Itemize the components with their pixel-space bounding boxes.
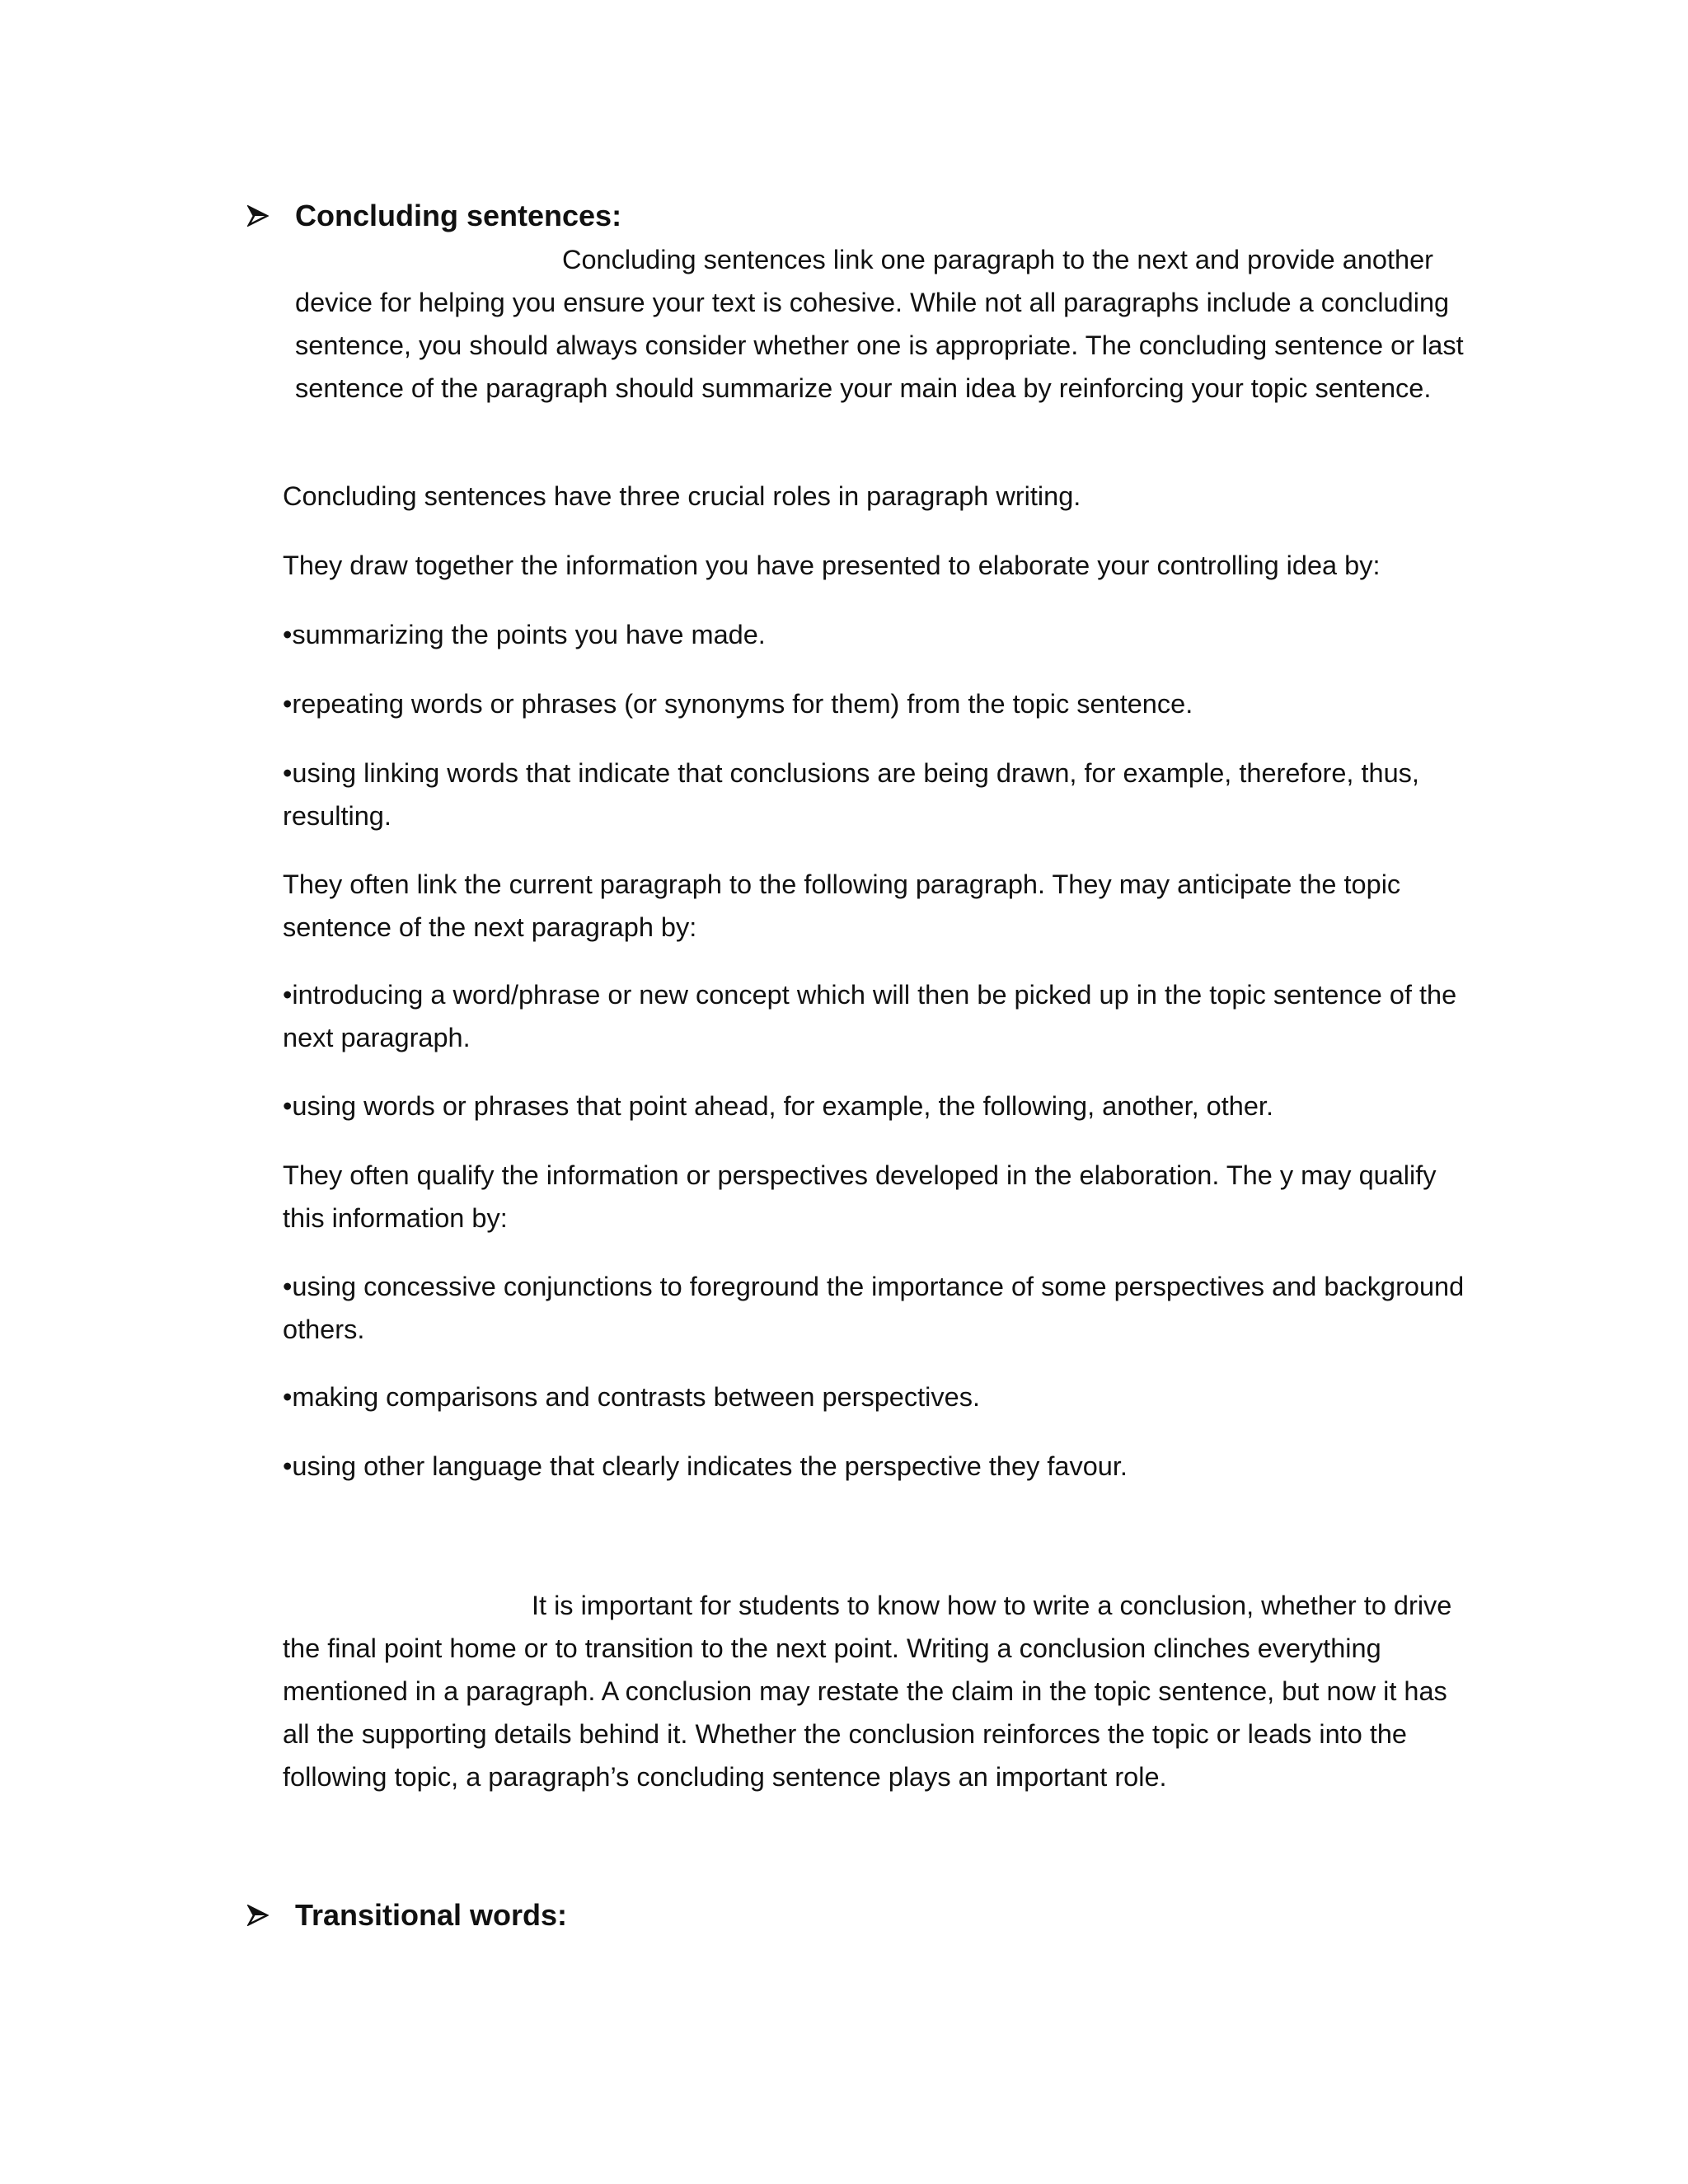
- list-item: •making comparisons and contrasts between perspectives.: [283, 1382, 980, 1412]
- list-item: •using other language that clearly indicates the perspective they favour.: [283, 1451, 1128, 1481]
- arrowhead-bullet-icon: [247, 205, 269, 227]
- closing-paragraph: It is important for students to know how to write a conclusion, whether to drive the final point home or to transition to the next point. Writing a conclusion clinches everything mentioned in a paragraph. A conclusion may restate the claim in the topic sentence, but now it has all the supporting details behind it. Whether the conclusion reinforces the topic or leads into the following topic, a paragraph’s concluding sentence plays an important role.: [283, 1591, 1452, 1792]
- list-item: •using words or phrases that point ahead, for example, the following, another, other.: [283, 1091, 1273, 1121]
- arrowhead-bullet-icon: [247, 1905, 269, 1926]
- paragraph: Concluding sentences have three crucial roles in paragraph writing.: [283, 481, 1081, 511]
- list-item: •using linking words that indicate that conclusions are being drawn, for example, therefore, thus, resulting.: [283, 758, 1419, 831]
- list-item: •introducing a word/phrase or new concept which will then be picked up in the topic sentence of the next paragraph.: [283, 980, 1457, 1052]
- paragraph: They draw together the information you have presented to elaborate your controlling idea by:: [283, 551, 1381, 580]
- list-item: •summarizing the points you have made.: [283, 620, 766, 649]
- paragraph: They often qualify the information or perspectives developed in the elaboration. The y may qualify this information by:: [283, 1160, 1437, 1233]
- paragraph: They often link the current paragraph to the following paragraph. They may anticipate the topic sentence of the next paragraph by:: [283, 869, 1401, 942]
- intro-paragraph: Concluding sentences link one paragraph to the next and provide another device for helping you ensure your text is cohesive. While not all paragraphs include a concluding sentence, you should always consider whether one is appropriate. The concluding sentence or last sentence of the paragraph should summarize your main idea by reinforcing your topic sentence.: [295, 245, 1464, 403]
- list-item: •using concessive conjunctions to foreground the importance of some perspectives and background others.: [283, 1272, 1465, 1344]
- heading-text: Concluding sentences:: [295, 199, 622, 232]
- heading-text: Transitional words:: [295, 1898, 568, 1932]
- list-item: •repeating words or phrases (or synonyms for them) from the topic sentence.: [283, 689, 1193, 719]
